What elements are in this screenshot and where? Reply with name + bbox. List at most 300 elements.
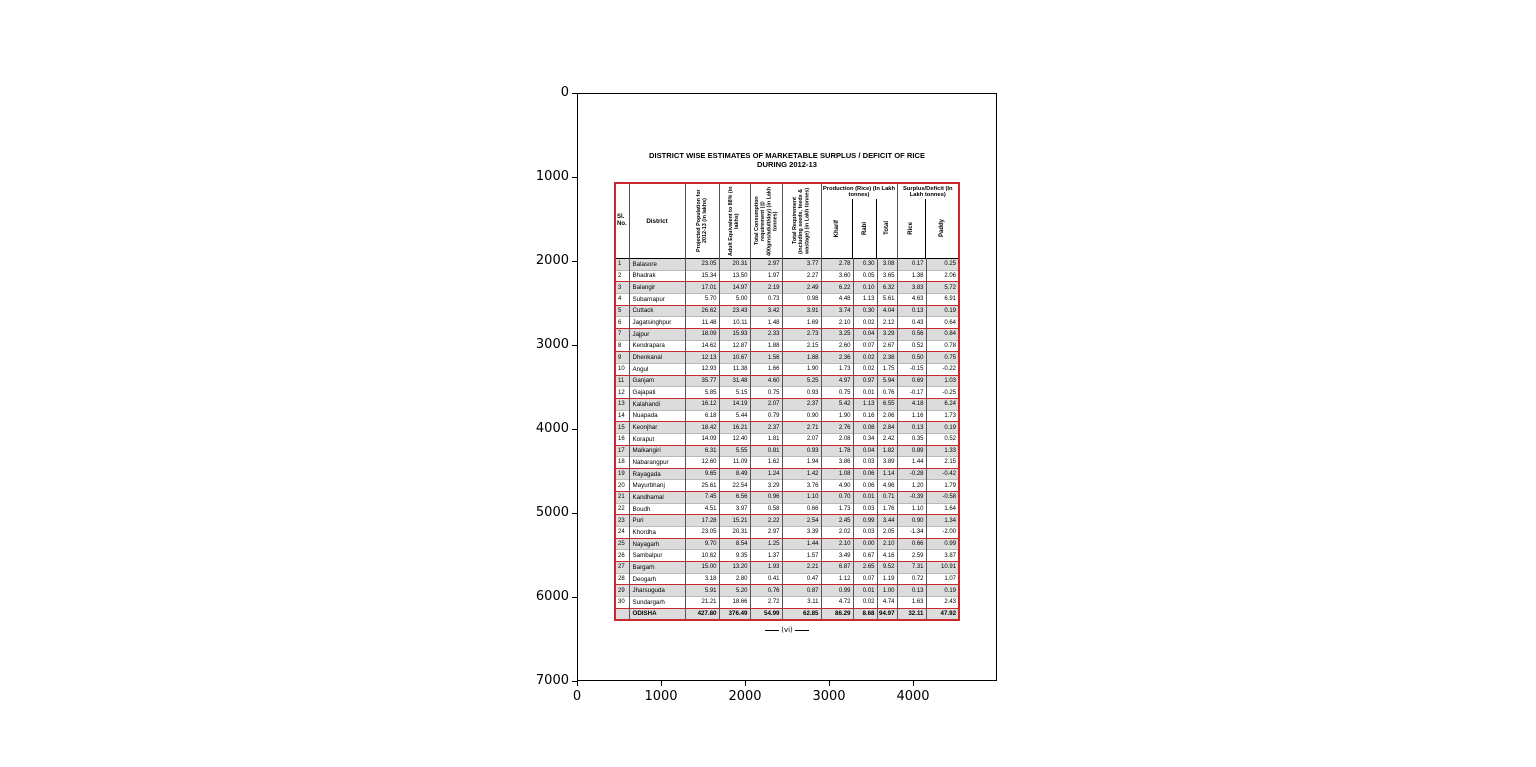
cell-value: 4.97	[821, 375, 853, 387]
cell-value: 1.07	[926, 573, 959, 585]
cell-value: 10.67	[719, 352, 750, 364]
cell-value: 3.08	[877, 259, 897, 271]
cell-value: 62.85	[782, 608, 821, 620]
cell-value: 1.25	[750, 538, 782, 550]
table-row	[615, 282, 959, 294]
cell-value: 1.90	[821, 410, 853, 422]
cell-value: 0.03	[853, 503, 877, 515]
table-row	[615, 317, 959, 329]
cell-value: 2.37	[782, 398, 821, 410]
y-tick-mark	[572, 345, 577, 346]
cell-value: 1.79	[926, 480, 959, 492]
cell-value: 1.03	[926, 375, 959, 387]
cell-value: 2.67	[877, 340, 897, 352]
cell-value: 3.60	[821, 270, 853, 282]
cell-value: 1.16	[897, 410, 926, 422]
cell-value: 0.66	[897, 538, 926, 550]
cell-value: 2.08	[821, 433, 853, 445]
cell-value: 0.67	[853, 550, 877, 562]
cell-value: 2.19	[750, 282, 782, 294]
table-row	[615, 352, 959, 364]
cell-value: -0.25	[926, 387, 959, 399]
cell-value: 1.73	[821, 363, 853, 375]
cell-value: 0.98	[782, 293, 821, 305]
cell-value: 0.47	[782, 573, 821, 585]
x-tick-label: 0	[572, 689, 582, 704]
cell-value: 1.44	[782, 538, 821, 550]
cell-value: 2.15	[926, 457, 959, 469]
cell-value: 9.35	[719, 550, 750, 562]
cell-value: 5.44	[719, 410, 750, 422]
cell-value: 2.07	[782, 433, 821, 445]
cell-value: 2.78	[821, 259, 853, 271]
cell-value: 2.06	[877, 410, 897, 422]
cell-value: 3.91	[782, 305, 821, 317]
cell-value: 0.25	[926, 259, 959, 271]
col-header-adult-equivalent: Adult Equivalent to 88% (in lakhs)	[719, 183, 750, 259]
cell-value: 2.15	[782, 340, 821, 352]
cell-sl-no: 4	[618, 296, 622, 303]
cell-value: 16.12	[685, 398, 719, 410]
cell-value: -0.42	[926, 468, 959, 480]
cell-value: 0.97	[853, 375, 877, 387]
cell-value: 1.08	[821, 468, 853, 480]
cell-sl-no: 2	[618, 272, 622, 279]
cell-value: 0.41	[750, 573, 782, 585]
cell-value: 3.18	[685, 573, 719, 585]
cell-value: 2.02	[821, 527, 853, 539]
cell-value: 0.58	[750, 503, 782, 515]
cell-value: 5.70	[685, 293, 719, 305]
cell-sl-no: 29	[618, 587, 625, 594]
cell-value: 17.01	[685, 282, 719, 294]
cell-value: 5.91	[685, 585, 719, 597]
table-row	[615, 445, 959, 457]
col-header-district: District	[629, 183, 685, 259]
cell-value: 0.30	[853, 259, 877, 271]
cell-district: Gajapati	[629, 387, 685, 399]
cell-district: Boudh	[629, 503, 685, 515]
cell-value: 1.82	[877, 445, 897, 457]
cell-value: 6.56	[719, 492, 750, 504]
cell-value: 0.69	[897, 375, 926, 387]
cell-value: 2.27	[782, 270, 821, 282]
cell-value: 6.32	[877, 282, 897, 294]
cell-district: Angul	[629, 363, 685, 375]
cell-value: 13.20	[719, 562, 750, 574]
table-row	[615, 468, 959, 480]
cell-value: 0.01	[853, 387, 877, 399]
cell-value: 6.87	[821, 562, 853, 574]
cell-value: 1.76	[877, 503, 897, 515]
table-row	[615, 305, 959, 317]
cell-district: Kendrapara	[629, 340, 685, 352]
y-tick-mark	[572, 261, 577, 262]
cell-district: Keonjhar	[629, 422, 685, 434]
cell-district: Sundargarh	[629, 597, 685, 609]
cell-value: 0.70	[821, 492, 853, 504]
cell-sl-no: 28	[618, 576, 625, 583]
cell-sl-no: 17	[618, 447, 625, 454]
table-row	[615, 480, 959, 492]
table-row	[615, 422, 959, 434]
cell-value: 3.65	[877, 270, 897, 282]
cell-value: 0.93	[782, 445, 821, 457]
cell-value: 47.92	[926, 608, 959, 620]
cell-value: 0.16	[853, 410, 877, 422]
table-row	[615, 375, 959, 387]
cell-value: 86.29	[821, 608, 853, 620]
cell-value: 0.07	[853, 340, 877, 352]
table-row	[615, 503, 959, 515]
cell-value: 0.76	[877, 387, 897, 399]
cell-value: 0.96	[750, 492, 782, 504]
col-header-paddy: Paddy	[925, 199, 958, 258]
cell-district: Subarnapur	[629, 293, 685, 305]
cell-value: 4.16	[877, 550, 897, 562]
cell-value: 0.10	[853, 282, 877, 294]
cell-value: 7.31	[897, 562, 926, 574]
cell-value: -1.34	[897, 527, 926, 539]
y-tick-label: 4000	[535, 421, 569, 436]
cell-value: 5.00	[719, 293, 750, 305]
cell-value: 0.02	[853, 317, 877, 329]
cell-sl-no: 8	[618, 342, 622, 349]
cell-value: 21.21	[685, 597, 719, 609]
cell-value: 35.77	[685, 375, 719, 387]
cell-value: 3.86	[821, 457, 853, 469]
col-group-surplus-deficit	[897, 183, 959, 259]
y-tick-label: 7000	[535, 673, 569, 688]
cell-value: 1.62	[750, 457, 782, 469]
table-row	[615, 259, 959, 271]
page-title-line2: DURING 2012-13	[757, 160, 817, 169]
cell-value: 5.15	[719, 387, 750, 399]
cell-value: 4.63	[897, 293, 926, 305]
cell-value: 3.29	[877, 328, 897, 340]
cell-value: 0.34	[853, 433, 877, 445]
cell-value: 14.19	[719, 398, 750, 410]
cell-value: 0.90	[782, 410, 821, 422]
cell-value: 0.99	[853, 515, 877, 527]
cell-value: 0.72	[897, 573, 926, 585]
cell-sl-no: 1	[618, 261, 622, 268]
col-header-sl-no: Sl. No.	[617, 214, 627, 227]
cell-value: 1.94	[782, 457, 821, 469]
cell-sl-no: 25	[618, 541, 625, 548]
x-tick-mark	[745, 681, 746, 686]
table-row	[615, 410, 959, 422]
cell-value: 8.49	[719, 468, 750, 480]
x-tick-mark	[829, 681, 830, 686]
table-row	[615, 527, 959, 539]
cell-district: Puri	[629, 515, 685, 527]
cell-value: 0.89	[897, 445, 926, 457]
cell-value: 0.78	[926, 340, 959, 352]
cell-sl-no: 7	[618, 331, 622, 338]
cell-value: 0.81	[750, 445, 782, 457]
page-number-mark	[614, 626, 960, 634]
cell-value: 0.90	[897, 515, 926, 527]
cell-value: -0.39	[897, 492, 926, 504]
cell-value: 15.21	[719, 515, 750, 527]
col-header-requirement: Total Requirement (including seeds, feeds & wastage) (in Lakh tonnes)	[782, 183, 821, 259]
cell-value: 20.31	[719, 259, 750, 271]
cell-value: 0.76	[750, 585, 782, 597]
cell-value: 31.48	[719, 375, 750, 387]
cell-value: 1.00	[877, 585, 897, 597]
cell-value: -0.22	[926, 363, 959, 375]
cell-value: 1.13	[853, 293, 877, 305]
cell-value: 6.91	[926, 293, 959, 305]
cell-value: 15.93	[719, 328, 750, 340]
cell-value: 22.54	[719, 480, 750, 492]
table-row	[615, 597, 959, 609]
cell-value: 23.05	[685, 527, 719, 539]
cell-value: 0.00	[853, 538, 877, 550]
cell-value: 4.48	[821, 293, 853, 305]
cell-value: 0.04	[853, 328, 877, 340]
cell-value: 3.44	[877, 515, 897, 527]
cell-value: 5.20	[719, 585, 750, 597]
cell-value: 2.10	[821, 538, 853, 550]
surplus-group-label: Surplus/Deficit (In Lakh tonnes)	[902, 186, 953, 199]
x-tick-mark	[661, 681, 662, 686]
cell-value: 1.10	[897, 503, 926, 515]
cell-value: 15.34	[685, 270, 719, 282]
cell-value: 1.38	[897, 270, 926, 282]
cell-value: 2.43	[926, 597, 959, 609]
x-tick-label: 4000	[896, 689, 930, 704]
cell-value: 2.45	[821, 515, 853, 527]
cell-value: 2.72	[750, 597, 782, 609]
table-row	[615, 387, 959, 399]
cell-district: ODISHA	[629, 608, 685, 620]
col-header-consumption: Total Consumption requirement (@ 400gms/adult/day) (in Lakh tonnes)	[750, 183, 782, 259]
cell-value: 1.37	[750, 550, 782, 562]
cell-value: 11.09	[719, 457, 750, 469]
cell-value: 2.07	[750, 398, 782, 410]
y-tick-mark	[572, 177, 577, 178]
cell-district: Deogarh	[629, 573, 685, 585]
cell-sl-no: 18	[618, 459, 625, 466]
y-tick-mark	[572, 513, 577, 514]
cell-sl-no: 11	[618, 377, 625, 384]
cell-value: 10.62	[685, 550, 719, 562]
cell-value: 0.19	[926, 305, 959, 317]
cell-sl-no: 21	[618, 494, 625, 501]
table-row	[615, 562, 959, 574]
cell-value: 3.39	[782, 527, 821, 539]
y-tick-label: 1000	[535, 169, 569, 184]
col-header-rice: Rice	[908, 222, 915, 235]
cell-value: 0.30	[853, 305, 877, 317]
cell-value: 1.48	[750, 317, 782, 329]
cell-value: 6.18	[685, 410, 719, 422]
cell-value: 5.25	[782, 375, 821, 387]
cell-value: 9.65	[685, 468, 719, 480]
cell-sl-no: 30	[618, 599, 625, 606]
cell-value: 2.22	[750, 515, 782, 527]
cell-value: 2.06	[926, 270, 959, 282]
cell-value: 14.97	[719, 282, 750, 294]
cell-value: 10.91	[926, 562, 959, 574]
cell-value: 3.42	[750, 305, 782, 317]
y-tick-mark	[572, 597, 577, 598]
x-tick-label: 3000	[812, 689, 846, 704]
y-tick-label: 6000	[535, 589, 569, 604]
cell-sl-no: 6	[618, 319, 622, 326]
col-header-kharif: Kharif	[833, 219, 840, 238]
cell-value: 0.07	[853, 573, 877, 585]
cell-value: 5.85	[685, 387, 719, 399]
y-tick-label: 2000	[535, 253, 569, 268]
cell-value: 1.24	[750, 468, 782, 480]
table-row	[615, 538, 959, 550]
cell-value: 0.52	[897, 340, 926, 352]
cell-value: 1.19	[877, 573, 897, 585]
cell-district: Rayagada	[629, 468, 685, 480]
cell-value: 1.78	[821, 445, 853, 457]
cell-value: 0.06	[853, 468, 877, 480]
cell-value: 0.35	[897, 433, 926, 445]
cell-value: 3.83	[897, 282, 926, 294]
cell-value: 12.60	[685, 457, 719, 469]
cell-value: 2.37	[750, 422, 782, 434]
cell-district: Koraput	[629, 433, 685, 445]
cell-district: Dhenkanal	[629, 352, 685, 364]
footer-mark-text: (vi)	[781, 626, 793, 634]
cell-value: 8.68	[853, 608, 877, 620]
cell-value: 8.54	[719, 538, 750, 550]
cell-value: 11.38	[719, 363, 750, 375]
footer-rule-left	[765, 630, 779, 631]
cell-sl-no: 27	[618, 564, 625, 571]
cell-district: Kandhamal	[629, 492, 685, 504]
cell-value: 0.99	[821, 585, 853, 597]
cell-value: 2.54	[782, 515, 821, 527]
cell-value: 0.52	[926, 433, 959, 445]
cell-value: 1.88	[750, 340, 782, 352]
cell-value: 12.40	[719, 433, 750, 445]
cell-value: 14.09	[685, 433, 719, 445]
page-title-line1: DISTRICT WISE ESTIMATES OF MARKETABLE SURPLUS / DEFICIT OF RICE	[648, 151, 926, 160]
col-header-population: Projected Population for 2012-13 (in lakhs)	[685, 183, 719, 259]
cell-value: 0.03	[853, 527, 877, 539]
cell-value: 1.73	[926, 410, 959, 422]
cell-value: 0.79	[750, 410, 782, 422]
cell-value: 5.72	[926, 282, 959, 294]
cell-value: 2.33	[750, 328, 782, 340]
cell-value: 9.52	[877, 562, 897, 574]
cell-value: 2.42	[877, 433, 897, 445]
cell-value: 1.93	[750, 562, 782, 574]
cell-district: Khordha	[629, 527, 685, 539]
cell-value: 1.42	[782, 468, 821, 480]
cell-value: 32.11	[897, 608, 926, 620]
cell-value: 4.96	[877, 480, 897, 492]
cell-value: 1.12	[821, 573, 853, 585]
cell-value: 1.56	[750, 352, 782, 364]
cell-value: 1.81	[750, 433, 782, 445]
cell-value: 23.05	[685, 259, 719, 271]
cell-value: 0.93	[782, 387, 821, 399]
cell-value: 2.10	[877, 538, 897, 550]
cell-value: 9.70	[685, 538, 719, 550]
cell-value: 54.99	[750, 608, 782, 620]
cell-value: 10.11	[719, 317, 750, 329]
y-tick-label: 5000	[535, 505, 569, 520]
table-row	[615, 550, 959, 562]
cell-value: 1.97	[750, 270, 782, 282]
cell-value: 2.80	[719, 573, 750, 585]
cell-district: Mayurbhanj	[629, 480, 685, 492]
cell-value: 4.18	[897, 398, 926, 410]
cell-value: 1.13	[853, 398, 877, 410]
cell-value: 3.11	[782, 597, 821, 609]
cell-district: Sambalpur	[629, 550, 685, 562]
cell-sl-no: 26	[618, 552, 625, 559]
district-surplus-table	[614, 182, 960, 621]
cell-value: 12.87	[719, 340, 750, 352]
cell-value: 2.60	[821, 340, 853, 352]
cell-value: 2.73	[782, 328, 821, 340]
cell-value: 5.42	[821, 398, 853, 410]
cell-value: 0.17	[897, 259, 926, 271]
y-tick-mark	[572, 93, 577, 94]
header-row	[615, 183, 959, 259]
table-row	[615, 515, 959, 527]
production-group-label: Production (Rice) (In Lakh tonnes)	[822, 186, 896, 199]
cell-value: 5.61	[877, 293, 897, 305]
cell-value: 26.62	[685, 305, 719, 317]
cell-sl-no	[615, 608, 629, 620]
cell-value: 0.56	[897, 328, 926, 340]
cell-value: 6.24	[926, 398, 959, 410]
cell-value: 1.57	[782, 550, 821, 562]
y-tick-label: 0	[560, 85, 569, 100]
cell-value: 4.90	[821, 480, 853, 492]
x-tick-mark	[577, 681, 578, 686]
cell-value: 0.99	[926, 538, 959, 550]
cell-value: 0.84	[926, 328, 959, 340]
cell-value: 3.29	[750, 480, 782, 492]
cell-value: 0.19	[926, 422, 959, 434]
cell-value: 0.19	[926, 585, 959, 597]
plot-area	[535, 85, 997, 704]
cell-value: 4.60	[750, 375, 782, 387]
cell-value: -0.15	[897, 363, 926, 375]
cell-value: 17.28	[685, 515, 719, 527]
cell-value: 1.88	[782, 352, 821, 364]
cell-value: 4.51	[685, 503, 719, 515]
cell-value: 0.43	[897, 317, 926, 329]
cell-sl-no: 16	[618, 436, 625, 443]
cell-value: 3.97	[719, 503, 750, 515]
cell-value: 0.87	[782, 585, 821, 597]
cell-value: 18.42	[685, 422, 719, 434]
cell-value: 4.74	[877, 597, 897, 609]
cell-value: 0.02	[853, 363, 877, 375]
cell-value: 0.71	[877, 492, 897, 504]
cell-value: 2.12	[877, 317, 897, 329]
cell-value: 0.64	[926, 317, 959, 329]
cell-district: Nayagarh	[629, 538, 685, 550]
cell-value: 4.04	[877, 305, 897, 317]
cell-value: 0.03	[853, 457, 877, 469]
table-row	[615, 340, 959, 352]
cell-value: 3.74	[821, 305, 853, 317]
